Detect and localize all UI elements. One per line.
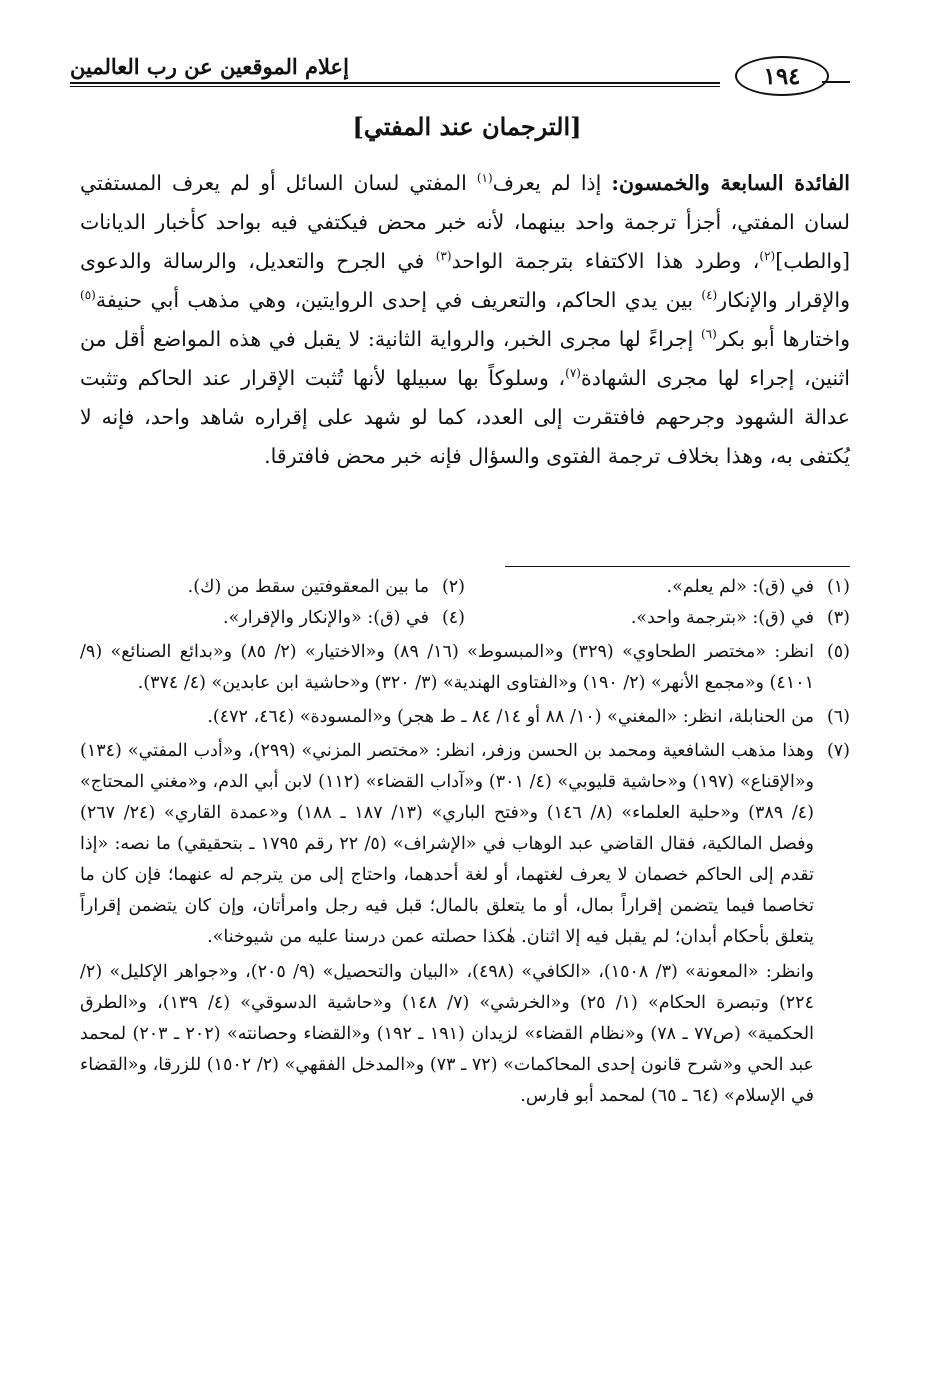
- footnote-text: من الحنابلة، انظر: «المغني» (١٠/ ٨٨ أو ١٤/ ٨٤ ـ ط هجر) و«المسودة» (٤٦٤، ٤٧٢).: [207, 707, 814, 727]
- body-segment: في الجرح والتعديل، والرسالة والدعوى والإقرار والإنكار: [80, 249, 850, 312]
- footnote-body: [80, 736, 814, 1112]
- footnote-separator: [505, 566, 850, 567]
- footnote-7: [80, 736, 850, 1112]
- body-segment: إذا لم يعرف: [492, 171, 612, 195]
- footnote-number: (٣): [826, 608, 850, 628]
- footnote-3: [465, 603, 850, 634]
- footnote-number: (٦): [826, 707, 850, 727]
- footnote-1: [465, 572, 850, 603]
- page-number: ١٩٤: [763, 62, 801, 90]
- footnote-5: [80, 637, 850, 699]
- page-number-badge: [735, 56, 829, 96]
- header-rule: [70, 82, 720, 87]
- footnotes: [80, 572, 850, 1112]
- footnote-number: (٤): [441, 608, 465, 628]
- footnote-number: (٥): [826, 642, 850, 662]
- footnote-paragraph: وانظر: «المعونة» (٣/ ١٥٠٨)، «الكافي» (٤٩٨)، «البيان والتحصيل» (٩/ ٢٠٥)، و«جواهر الإكليل» (٢/ ٢٢٤) وتبصرة الحكام» (١/ ٢٥) و«الخرشي» (٧/ ١٤٨) و«حاشية الدسوقي» (٤/ ١٣٩)، و«الطرق الحكمية» (ص٧٧ ـ ٧٨) و«نظام القضاء» لزيدان (١٩١ ـ ١٩٢) و«القضاء وحصانته» (٢٠٢ ـ ٢٠٣) لمحمد عبد الحي و«شرح قانون إحدى المحاكمات» (٧٢ ـ ٧٣) و«المدخل الفقهي» (٢/ ١٥٠٢) للزرقا، و«القضاء في الإسلام» (٦٤ ـ ٦٥) لمحمد أبو فارس.: [80, 962, 815, 1106]
- footnote-6: [80, 702, 850, 733]
- footnote-text: في (ق): «بترجمة واحد».: [630, 608, 814, 628]
- footnote-number: (٧): [826, 741, 850, 761]
- section-heading: [الترجمان عند المفتي]: [352, 112, 582, 141]
- footnote-text: انظر: «مختصر الطحاوي» (٣٢٩) و«المبسوط» (١٦/ ٨٩) و«الاختيار» (٢/ ٨٥) و«بدائع الصنائع» (٩/ ٤١٠١) و«مجمع الأنهر» (٢/ ١٩٠) و«الفتاوى الهندية» (٣/ ٣٢٠) و«حاشية ابن عابدين» (٤/ ٣٧٤).: [80, 642, 815, 693]
- footnote-2: [80, 572, 465, 603]
- footnote-marker[interactable]: (٣): [435, 249, 452, 264]
- footnote-marker[interactable]: (٥): [80, 288, 96, 303]
- main-paragraph: [80, 164, 850, 476]
- body-segment: بين يدي الحاكم، والتعريف في إحدى الروايتين، وهي مذهب أبي حنيفة: [95, 288, 702, 312]
- footnote-text: ما بين المعقوفتين سقط من (ك).: [187, 577, 429, 597]
- footnote-marker[interactable]: (٦): [700, 327, 717, 342]
- footnote-text: في (ق): «لم يعلم».: [666, 577, 814, 597]
- body-segment: إجراءً لها مجرى الخبر، والرواية الثانية: لا يقبل في هذه المواضع أقل من اثنين، إجراء لها مجرى الشهادة: [80, 327, 851, 390]
- footnote-marker[interactable]: (٧): [565, 366, 581, 381]
- body-segment: واختارها أبو بكر: [716, 327, 850, 351]
- footnote-pair: [80, 572, 850, 603]
- running-header-title: إعلام الموقعين عن رب العالمين: [70, 54, 349, 79]
- header-rule-tail: [822, 81, 850, 83]
- paragraph-lead: الفائدة السابعة والخمسون:: [611, 171, 850, 195]
- footnote-marker[interactable]: (١): [476, 171, 493, 186]
- footnote-pair: [80, 603, 850, 634]
- footnote-marker[interactable]: (٢): [759, 249, 776, 264]
- body-segment: ، وسلوكاً بها سبيلها لأنها تُثبت الإقرار عند الحاكم وتثبت عدالة الشهود وجرحهم فافتقرت إلى العدد، كما لو شهد على إقراره شاهد واحد، فإنه لا يُكتفى به، وهذا بخلاف ترجمة الفتوى والسؤال فإنه خبر محض فافترقا.: [80, 366, 850, 468]
- footnote-marker[interactable]: (٤): [701, 288, 718, 303]
- body-segment: ، وطرد هذا الاكتفاء بترجمة الواحد: [451, 249, 760, 273]
- footnote-number: (١): [826, 577, 850, 597]
- footnote-text: في (ق): «والإنكار والإقرار».: [223, 608, 429, 628]
- body-segment: المفتي لسان السائل أو لم يعرف المستفتي لسان المفتي، أجزأ ترجمة واحد بينهما، لأنه خبر محض فيكتفي فيه بواحد كأخبار الديانات [والطب]: [80, 171, 851, 273]
- footnote-number: (٢): [441, 577, 465, 597]
- footnote-paragraph: وهذا مذهب الشافعية ومحمد بن الحسن وزفر، انظر: «مختصر المزني» (٢٩٩)، و«أدب المفتي» (١٣٤) و«الإقناع» (١٩٧) و«حاشية قليوبي» (٤/ ٣٠١) و«آداب القضاء» (١١٢) لابن أبي الدم، و«مغني المحتاج» (٤/ ٣٨٩) و«حلية العلماء» (٨/ ١٤٦) و«فتح الباري» (١٣/ ١٨٧ ـ ١٨٨) و«عمدة القاري» (٢٤/ ٢٦٧) وفصل المالكية، فقال القاضي عبد الوهاب في «الإشراف» (٥/ ٢٢ رقم ١٧٩٥ ـ بتحقيقي) ما نصه: «إذا تقدم إلى الحاكم خصمان لا يعرف لغتهما، أو لغة أحدهما، واحتاج إلى من يترجم له عنهما؛ فإن كان ما تخاصما فيما يتضمن إقراراً بمال، أو ما يتعلق بالمال؛ قبل فيه رجل وامرأتان، وإن كان يتضمن إقراراً يتعلق بأحكام أبدان؛ لم يقبل فيه إلا اثنان. هٰكذا حصلته عمن درسنا عليه من شيوخنا».: [80, 741, 815, 947]
- footnote-4: [80, 603, 465, 634]
